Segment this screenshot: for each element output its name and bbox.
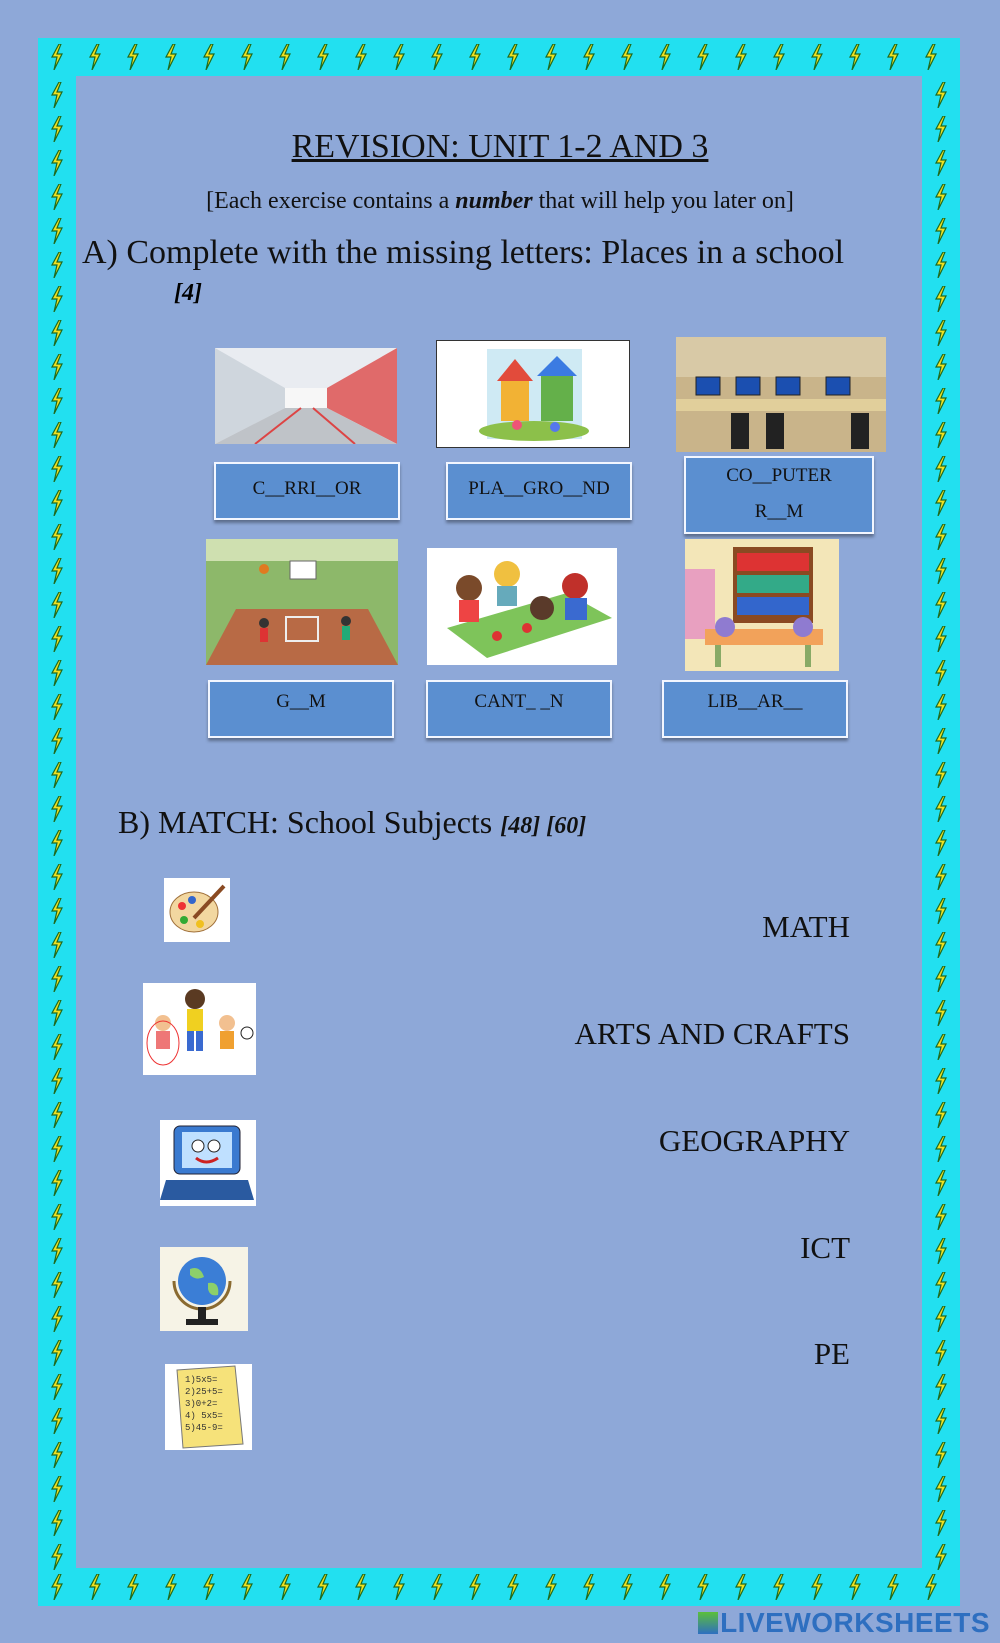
- label-gym[interactable]: G__M: [208, 680, 394, 738]
- section-a-heading: A) Complete with the missing letters: Places in a school: [82, 234, 845, 271]
- subject-geography[interactable]: GEOGRAPHY: [658, 1123, 850, 1158]
- laptop-picture[interactable]: [160, 1120, 256, 1206]
- math-sheet-line: 1)5x5=: [185, 1375, 218, 1385]
- math-sheet-line: 2)25+5=: [185, 1387, 223, 1397]
- paint-palette-picture[interactable]: [164, 878, 230, 942]
- brand-logo-icon: [698, 1612, 718, 1634]
- label-library[interactable]: LIB__AR__: [662, 680, 848, 738]
- subject-pe[interactable]: PE: [813, 1336, 850, 1371]
- subject-ict[interactable]: ICT: [800, 1230, 850, 1265]
- library-picture: [685, 539, 839, 671]
- section-a-number: [4]: [174, 280, 202, 306]
- subject-arts-and-crafts[interactable]: ARTS AND CRAFTS: [574, 1016, 850, 1051]
- brand-logo[interactable]: LIVEWORKSHEETS: [698, 1607, 990, 1639]
- math-sheet-line: 3)0+2=: [185, 1399, 218, 1409]
- computer-room-picture: [676, 337, 886, 452]
- math-worksheet-picture[interactable]: [165, 1364, 252, 1450]
- label-playground[interactable]: PLA__GRO__ND: [446, 462, 632, 520]
- math-sheet-line: 4) 5x5=: [185, 1411, 223, 1421]
- label-corridor[interactable]: C__RRI__OR: [214, 462, 400, 520]
- kids-sports-picture[interactable]: [143, 983, 256, 1075]
- gym-picture: [206, 539, 398, 665]
- label-computer-room[interactable]: CO__PUTER R__M: [684, 456, 874, 534]
- label-canteen[interactable]: CANT_ _N: [426, 680, 612, 738]
- page-title: REVISION: UNIT 1-2 AND 3: [291, 128, 709, 165]
- math-sheet-line: 5)45-9=: [185, 1423, 223, 1433]
- playground-picture: [436, 340, 630, 448]
- subject-math[interactable]: MATH: [762, 909, 850, 944]
- canteen-picture: [427, 548, 617, 665]
- globe-picture[interactable]: [160, 1247, 248, 1331]
- corridor-picture: [215, 348, 397, 444]
- instruction-note: [Each exercise contains a number that will help you later on]: [206, 188, 794, 214]
- section-b-heading: B) MATCH: School Subjects [48] [60]: [118, 804, 587, 840]
